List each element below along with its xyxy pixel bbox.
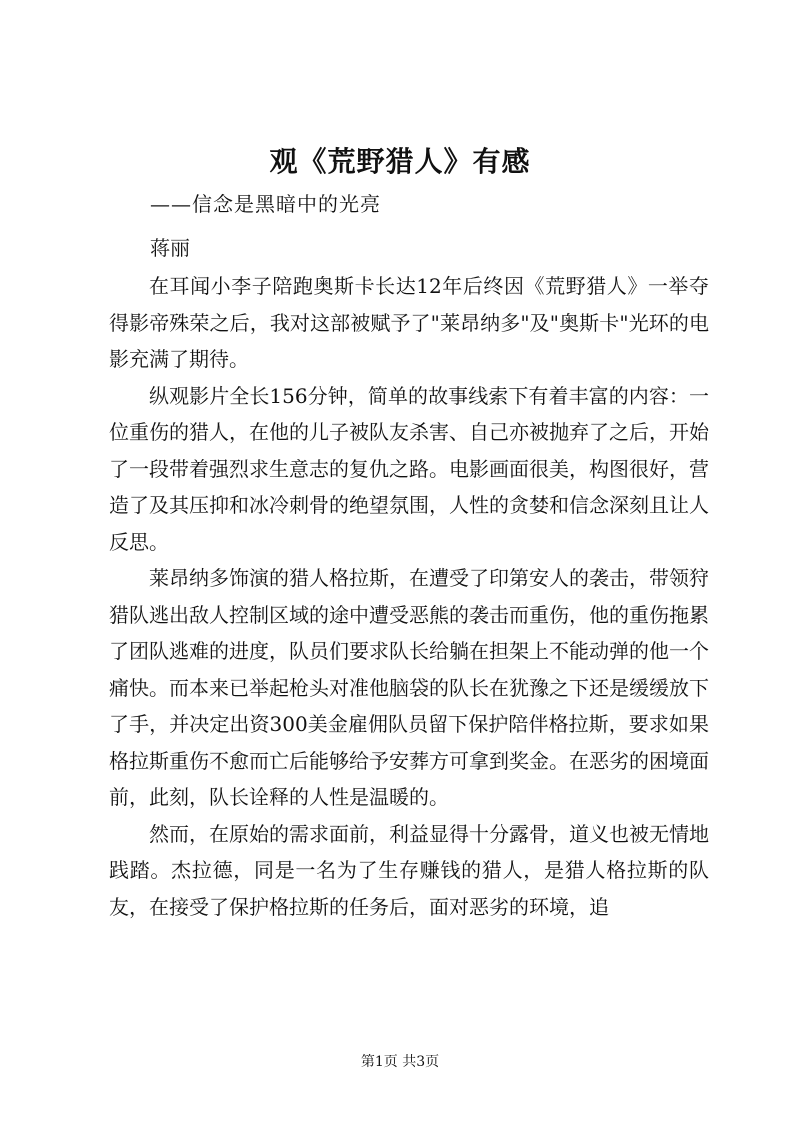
paragraph: 在耳闻小李子陪跑奥斯卡长达12年后终因《荒野猎人》一举夺得影帝殊荣之后，我对这部被赋予了"莱昂纳多"及"奥斯卡"光环的电影充满了期待。 bbox=[109, 274, 709, 371]
document-subtitle: ——信念是黑暗中的光亮 bbox=[150, 192, 381, 216]
document-body bbox=[109, 268, 709, 925]
page-footer: 第1页 共3页 bbox=[360, 1054, 440, 1070]
paragraph: 然而，在原始的需求面前，利益显得十分露骨，道义也被无情地践踏。杰拉德，同是一名为了生存赚钱的猎人，是猎人格拉斯的队友，在接受了保护格拉斯的任务后，面对恶劣的环境，追 bbox=[109, 821, 709, 919]
paragraph: 纵观影片全长156分钟，简单的故事线索下有着丰富的内容：一位重伤的猎人，在他的儿子被队友杀害、自己亦被抛弃了之后，开始了一段带着强烈求生意志的复仇之路。电影画面很美，构图很好，营造了及其压抑和冰冷刺骨的绝望氛围，人性的贪婪和信念深刻且让人反思。 bbox=[109, 383, 709, 554]
paragraph: 莱昂纳多饰演的猎人格拉斯，在遭受了印第安人的袭击，带领狩猎队逃出敌人控制区域的途中遭受恶熊的袭击而重伤，他的重伤拖累了团队逃难的进度，队员们要求队长给躺在担架上不能动弹的他一个痛快。而本来已举起枪头对准他脑袋的队长在犹豫之下还是缓缓放下了手，并决定出资300美金雇佣队员留下保护陪伴格拉斯，要求如果格拉斯重伤不愈而亡后能够给予安葬方可拿到奖金。在恶劣的困境面前，此刻，队长诠释的人性是温暖的。 bbox=[109, 566, 709, 809]
author-name: 蒋丽 bbox=[150, 236, 190, 260]
document-title: 观《荒野猎人》有感 bbox=[269, 145, 531, 178]
